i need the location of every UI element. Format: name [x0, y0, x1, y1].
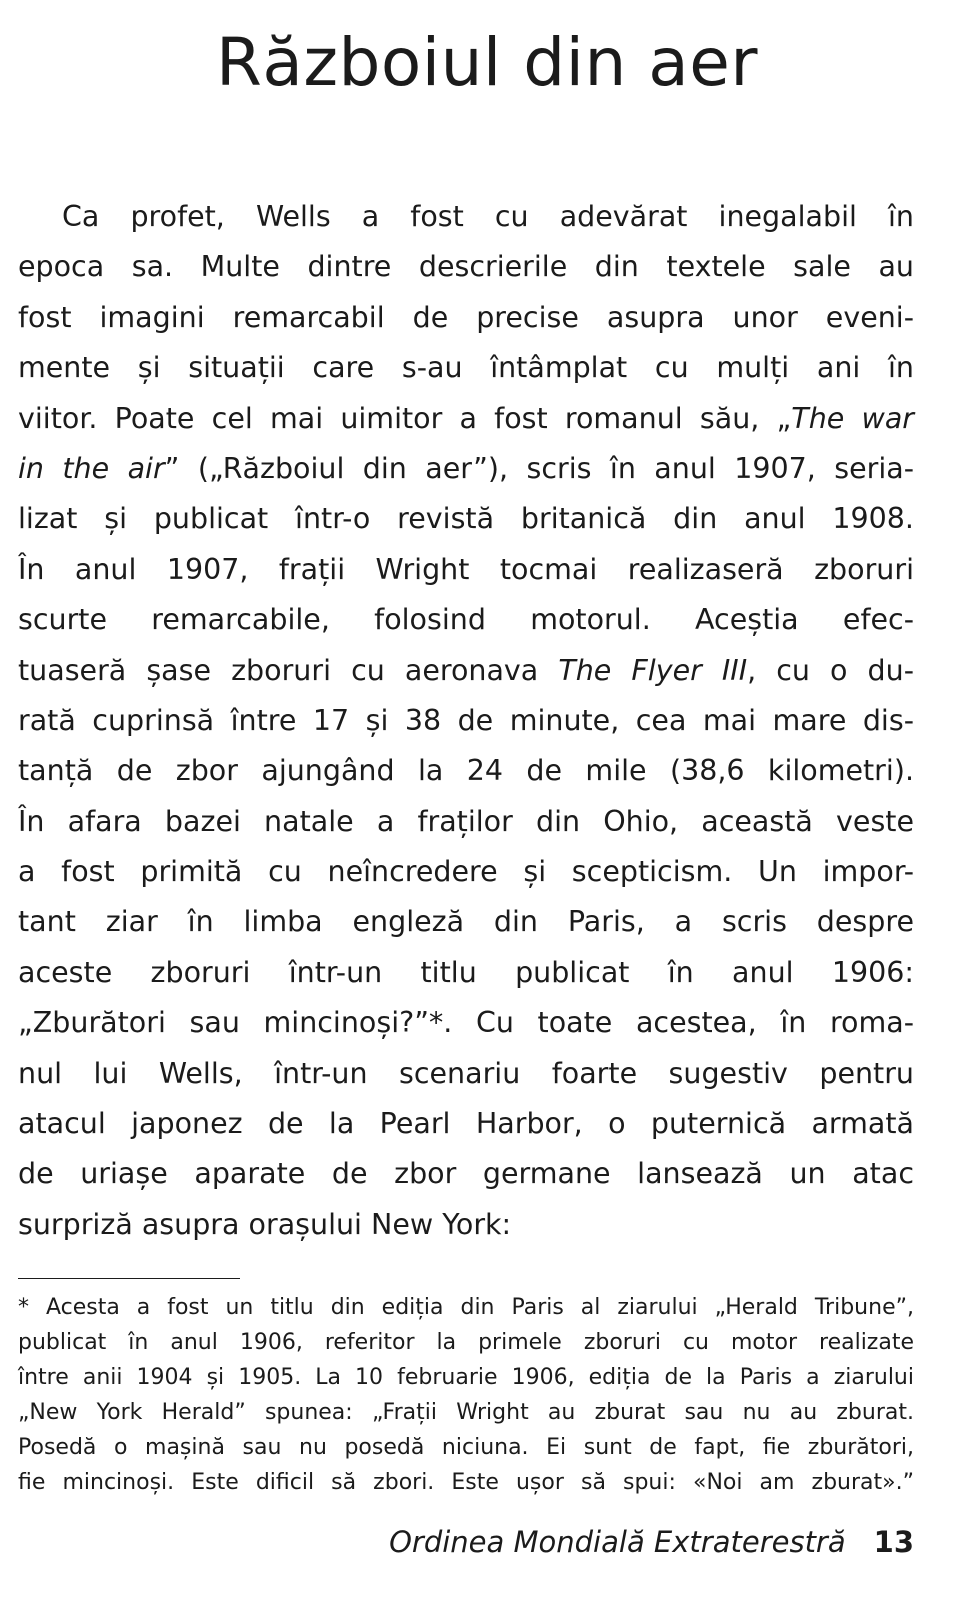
body-line: [18, 1049, 914, 1099]
body-line: [18, 797, 914, 847]
body-line-text: fost imagini remarcabil de precise asupra unor eveni-: [18, 300, 914, 334]
page-title: Războiul din aer: [216, 24, 758, 101]
body-line-text: atacul japonez de la Pearl Harbor, o puternică armată: [18, 1107, 914, 1141]
body-line: [18, 343, 914, 393]
footnote-line: [18, 1325, 914, 1360]
body-line-text: a fost primită cu neîncredere și scepticism. Un impor-: [18, 855, 914, 889]
body-line: [18, 545, 914, 595]
body-line-text: surpriză asupra orașului New York:: [18, 1207, 512, 1241]
book-title-italic: in the air: [18, 451, 165, 485]
footnote-line-text: Posedă o mașină sau nu posedă niciuna. Ei sunt de fapt, fie zburători,: [18, 1435, 914, 1460]
body-line-text: , cu o du-: [747, 653, 914, 687]
body-line-text: În afara bazei natale a fraților din Ohio, această veste: [18, 804, 914, 838]
footnote-line-text: publicat în anul 1906, referitor la primele zboruri cu motor realizate: [18, 1330, 914, 1355]
footnote-line: [18, 1465, 914, 1500]
footnote-line: [18, 1395, 914, 1430]
body-line: [18, 847, 914, 897]
body-line-text: scurte remarcabile, folosind motorul. Aceștia efec-: [18, 603, 914, 637]
body-line-text: lizat și publicat într-o revistă britanică din anul 1908.: [18, 502, 914, 536]
body-line: [18, 1200, 914, 1250]
body-line: [18, 746, 914, 796]
body-line-text: tant ziar în limba engleză din Paris, a scris despre: [18, 905, 914, 939]
running-footer: [0, 1520, 914, 1564]
body-line: [18, 595, 914, 645]
footnote-line-text: * Acesta a fost un titlu din ediția din Paris al ziarului „Herald Tribune”,: [18, 1295, 914, 1320]
body-line: [18, 696, 914, 746]
body-line-text: epoca sa. Multe dintre descrierile din textele sale au: [18, 250, 914, 284]
body-line: [18, 192, 914, 242]
body-line: [18, 494, 914, 544]
footnote-line-text: fie mincinoși. Este dificil să zbori. Este ușor să spui: «Noi am zburat».”: [18, 1470, 914, 1495]
body-line-text: viitor. Poate cel mai uimitor a fost romanul său, „: [18, 401, 792, 435]
body-line: [18, 1149, 914, 1199]
body-line-text: În anul 1907, frații Wright tocmai realizaseră zboruri: [18, 552, 914, 586]
body-line: [18, 646, 914, 696]
body-line-text: mente și situații care s-au întâmplat cu mulți ani în: [18, 351, 914, 385]
footnote-line: [18, 1430, 914, 1465]
body-line: [18, 897, 914, 947]
body-line: [18, 948, 914, 998]
body-line: [18, 293, 914, 343]
body-line-text: rată cuprinsă între 17 și 38 de minute, cea mai mare dis-: [18, 703, 914, 737]
page-number: 13: [873, 1525, 914, 1559]
footnote: [18, 1290, 914, 1500]
book-title-italic: The war: [791, 401, 914, 435]
body-text: [18, 192, 914, 1250]
body-line: [18, 394, 914, 444]
body-line-text: tuaseră șase zboruri cu aeronava: [18, 653, 559, 687]
body-line-text: tanță de zbor ajungând la 24 de mile (38,6 kilometri).: [18, 754, 914, 788]
body-line-text: nul lui Wells, într-un scenariu foarte sugestiv pentru: [18, 1056, 914, 1090]
body-line-text: ” („Războiul din aer”), scris în anul 1907, seria-: [164, 451, 914, 485]
body-line: [18, 444, 914, 494]
footnote-line-text: între anii 1904 și 1905. La 10 februarie 1906, ediția de la Paris a ziarului: [18, 1365, 914, 1390]
aircraft-name-italic: The Flyer III: [558, 653, 748, 687]
footnote-line: [18, 1360, 914, 1395]
body-line-text: Ca profet, Wells a fost cu adevărat inegalabil în: [62, 200, 914, 233]
body-line: [18, 998, 914, 1048]
footer-book-title: Ordinea Mondială Extraterestră: [389, 1525, 846, 1559]
body-line-text: aceste zboruri într-un titlu publicat în anul 1906:: [18, 955, 914, 989]
footnote-line: [18, 1290, 914, 1325]
body-line: [18, 1099, 914, 1149]
body-line-text: „Zburători sau mincinoși?”*. Cu toate acestea, în roma-: [18, 1006, 914, 1040]
footnote-line-text: „New York Herald” spunea: „Frații Wright au zburat sau nu au zburat.: [18, 1400, 914, 1425]
footnote-divider: [18, 1278, 240, 1279]
body-line-text: de uriașe aparate de zbor germane lansează un atac: [18, 1157, 914, 1191]
body-line: [18, 242, 914, 292]
